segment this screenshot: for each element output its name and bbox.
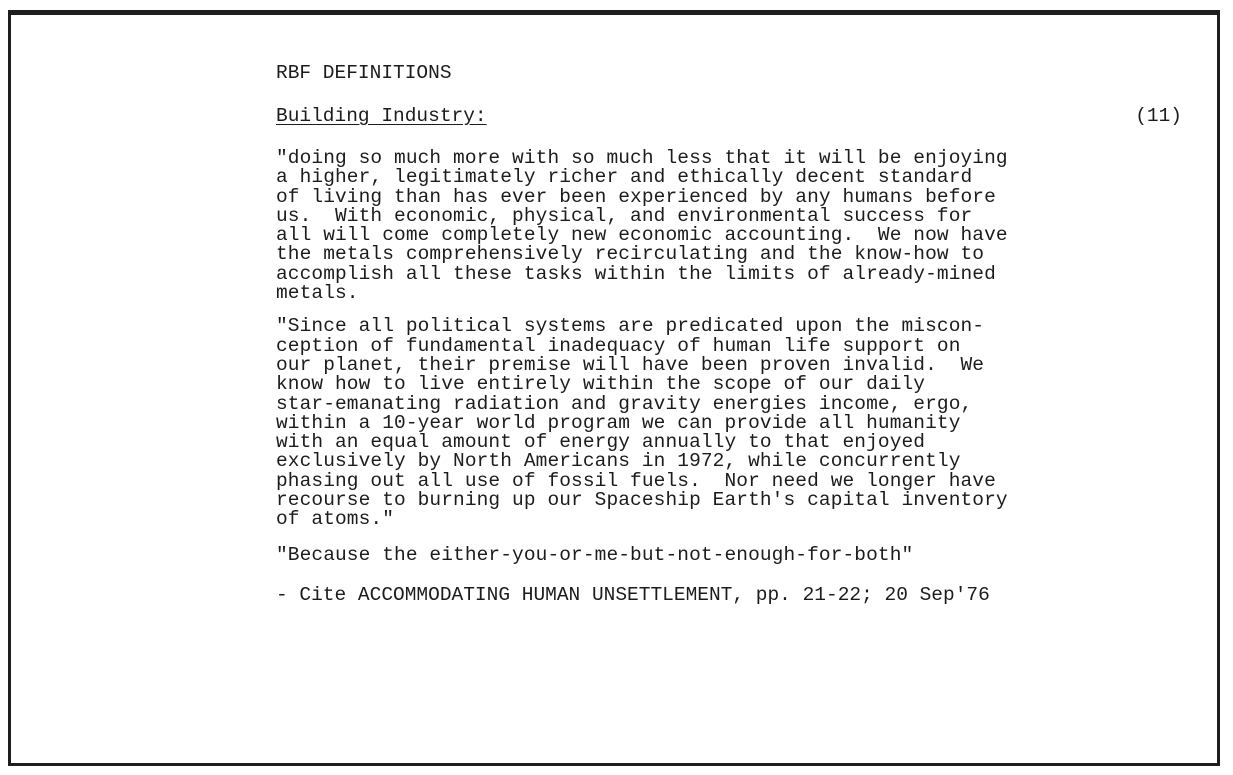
paragraph-line: us. With economic, physical, and environmental success for <box>276 204 973 227</box>
paragraph-line: within a 10-year world program we can provide all humanity <box>276 411 961 434</box>
paragraph-line: "Because the either-you-or-me-but-not-enough-for-both" <box>276 543 914 566</box>
paragraph-line: metals. <box>276 282 359 305</box>
quote-paragraph-1 <box>276 149 1176 303</box>
paragraph-line: recourse to burning up our Spaceship Earth's capital inventory <box>276 489 1008 512</box>
paragraph-line: "Since all political systems are predicated upon the miscon- <box>276 315 985 338</box>
document-card <box>8 10 1220 766</box>
document-header: RBF DEFINITIONS <box>276 62 452 84</box>
paragraph-line: of atoms." <box>276 508 395 531</box>
paragraph-line: all will come completely new economic accounting. We now have <box>276 224 1008 247</box>
paragraph-line: know how to live entirely within the scope of our daily <box>276 373 926 396</box>
paragraph-line: of living than has ever been experienced by any humans before <box>276 185 996 208</box>
paragraph-line: a higher, legitimately richer and ethically decent standard <box>276 166 973 189</box>
term-reference-number: (11) <box>1135 105 1182 127</box>
paragraph-line: our planet, their premise will have been proven invalid. We <box>276 353 985 376</box>
citation: - Cite ACCOMMODATING HUMAN UNSETTLEMENT, pp. 21-22; 20 Sep'76 <box>276 583 990 606</box>
paragraph-line: ception of fundamental inadequacy of human life support on <box>276 334 961 357</box>
document-content <box>276 62 1182 606</box>
paragraph-line: "doing so much more with so much less that it will be enjoying <box>276 147 1008 169</box>
paragraph-line: star-emanating radiation and gravity energies income, ergo, <box>276 392 973 415</box>
quote-paragraph-2 <box>276 317 1176 529</box>
paragraph-line: phasing out all use of fossil fuels. Nor need we longer have <box>276 469 996 492</box>
paragraph-line: exclusively by North Americans in 1972, while concurrently <box>276 450 961 473</box>
quote-paragraph-3 <box>276 543 1176 566</box>
paragraph-line: the metals comprehensively recirculating and the know-how to <box>276 243 985 266</box>
paragraph-line: with an equal amount of energy annually to that enjoyed <box>276 431 926 454</box>
paragraph-line: accomplish all these tasks within the limits of already-mined <box>276 262 996 285</box>
term-row <box>276 105 1182 127</box>
term-title: Building Industry: <box>276 105 487 127</box>
